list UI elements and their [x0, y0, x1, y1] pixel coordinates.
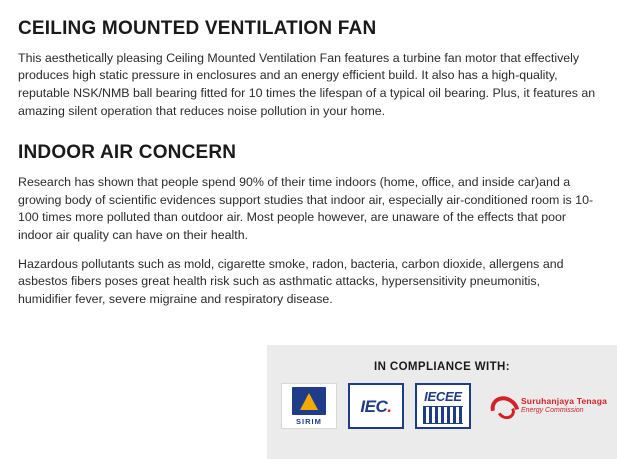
sirim-logo [281, 383, 337, 429]
compliance-logo-row [267, 383, 617, 429]
iec-logo [348, 383, 404, 429]
suruhanjaya-tenaga-label: Suruhanjaya Tenaga [520, 396, 608, 407]
section-heading-indoor-air-concern: INDOOR AIR CONCERN [18, 142, 237, 164]
paragraph-hazardous-pollutants: Hazardous pollutants such as mold, cigarette smoke, radon, bacteria, carbon dioxide, allergens and asbestos fibers poses great health risk such as asthmatic attacks, hypersensitivity pneumonitis, humidifier fever, severe migraine and respiratory disease. [18, 256, 564, 306]
energy-commission-label: Energy Commission [520, 406, 584, 414]
paragraph-indoor-air-research: Research has shown that people spend 90% of their time indoors (home, office, and inside car)and a growing body of scientific evidences support studies that indoor air, especially air-conditioned room is 10-100 times more polluted than outdoor air. Most people however, are unaware of the effects that poor indoor air quality can have on their health. [18, 175, 594, 242]
paragraph-product-description: This aesthetically pleasing Ceiling Mounted Ventilation Fan features a turbine fan motor that effectively produces high static pressure in enclosures and an energy efficient build. It also has a high-quality, reputable NSK/NMB ball bearing fitted for 10 times the lifespan of a typical oil bearing. Plus, it features an amazing silent operation that reduces noise pollution in your home. [18, 50, 596, 118]
sirim-flask-icon [292, 387, 326, 415]
content-column [18, 18, 596, 308]
suruhanjaya-tenaga-text [521, 397, 607, 414]
iec-logo-label: IEC. [360, 396, 392, 416]
sirim-logo-label: SIRIM [296, 417, 322, 426]
compliance-panel [267, 345, 617, 459]
page-title: CEILING MOUNTED VENTILATION FAN [18, 18, 377, 39]
compliance-title: IN COMPLIANCE WITH: [373, 361, 510, 373]
iecee-bars-icon [423, 406, 463, 424]
iecee-logo [415, 383, 471, 429]
iecee-logo-label: IECEE [424, 389, 462, 404]
energy-swirl-icon [490, 395, 516, 417]
suruhanjaya-tenaga-logo [490, 395, 607, 417]
